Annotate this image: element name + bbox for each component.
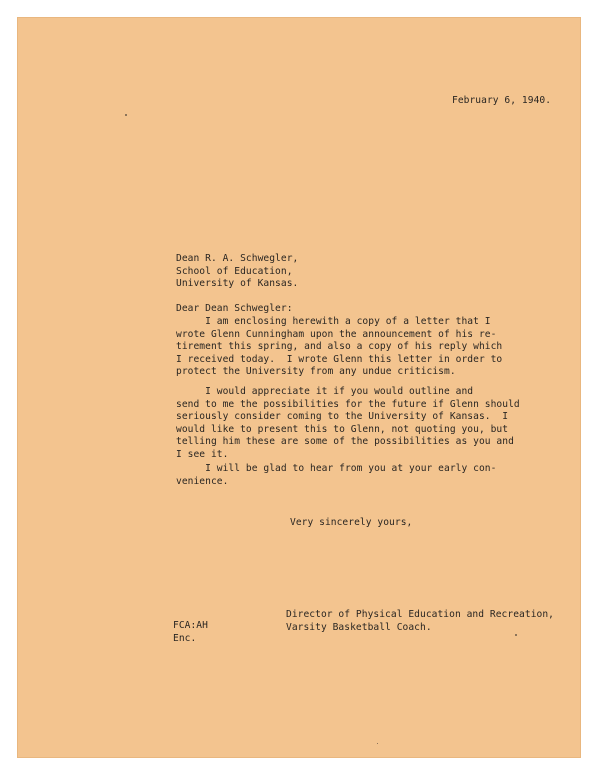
paragraph-line: seriously consider coming to the University of Kansas. I [176,411,509,423]
letter-date: February 6, 1940. [452,95,552,106]
typist-initials: FCA:AH [173,620,208,631]
letter-sheet [17,17,581,758]
paragraph-line: telling him these are some of the possibilities as you and [176,436,514,448]
paper-speck [125,114,127,116]
reference-initials [173,620,208,645]
recipient-university: University of Kansas. [176,278,299,290]
recipient-school: School of Education, [176,265,293,277]
paper-speck [515,634,517,636]
paragraph-line: I will be glad to hear from you at your early con- [176,463,497,474]
signature-title: Director of Physical Education and Recreation, [286,609,554,620]
paragraph-line: I would appreciate it if you would outline and [176,386,474,397]
paragraph-line: I received today. I wrote Glenn this letter in order to [176,353,503,365]
paragraph-line: I see it. [176,448,229,460]
recipient-address [176,253,298,291]
signature-block [286,609,554,634]
paragraph-line: I am enclosing herewith a copy of a letter that I [176,316,491,327]
salutation: Dear Dean Schwegler: [176,303,293,314]
body-paragraph-2 [176,386,520,462]
closing: Very sincerely yours, [290,517,413,528]
paragraph-line: would like to present this to Glenn, not quoting you, but [176,423,509,435]
enclosure-note: Enc. [173,632,197,644]
body-paragraph-1 [176,316,502,379]
paper-speck [377,743,378,744]
recipient-name: Dean R. A. Schwegler, [176,253,299,264]
paragraph-line: venience. [176,475,229,487]
paragraph-line: send to me the possibilities for the future if Glenn should [176,398,520,410]
paragraph-line: tirement this spring, and also a copy of his reply which [176,341,503,353]
paragraph-line: wrote Glenn Cunningham upon the announcement of his re- [176,328,497,340]
paragraph-line: protect the University from any undue criticism. [176,366,456,378]
body-paragraph-3 [176,463,496,488]
signature-subtitle: Varsity Basketball Coach. [286,621,432,633]
